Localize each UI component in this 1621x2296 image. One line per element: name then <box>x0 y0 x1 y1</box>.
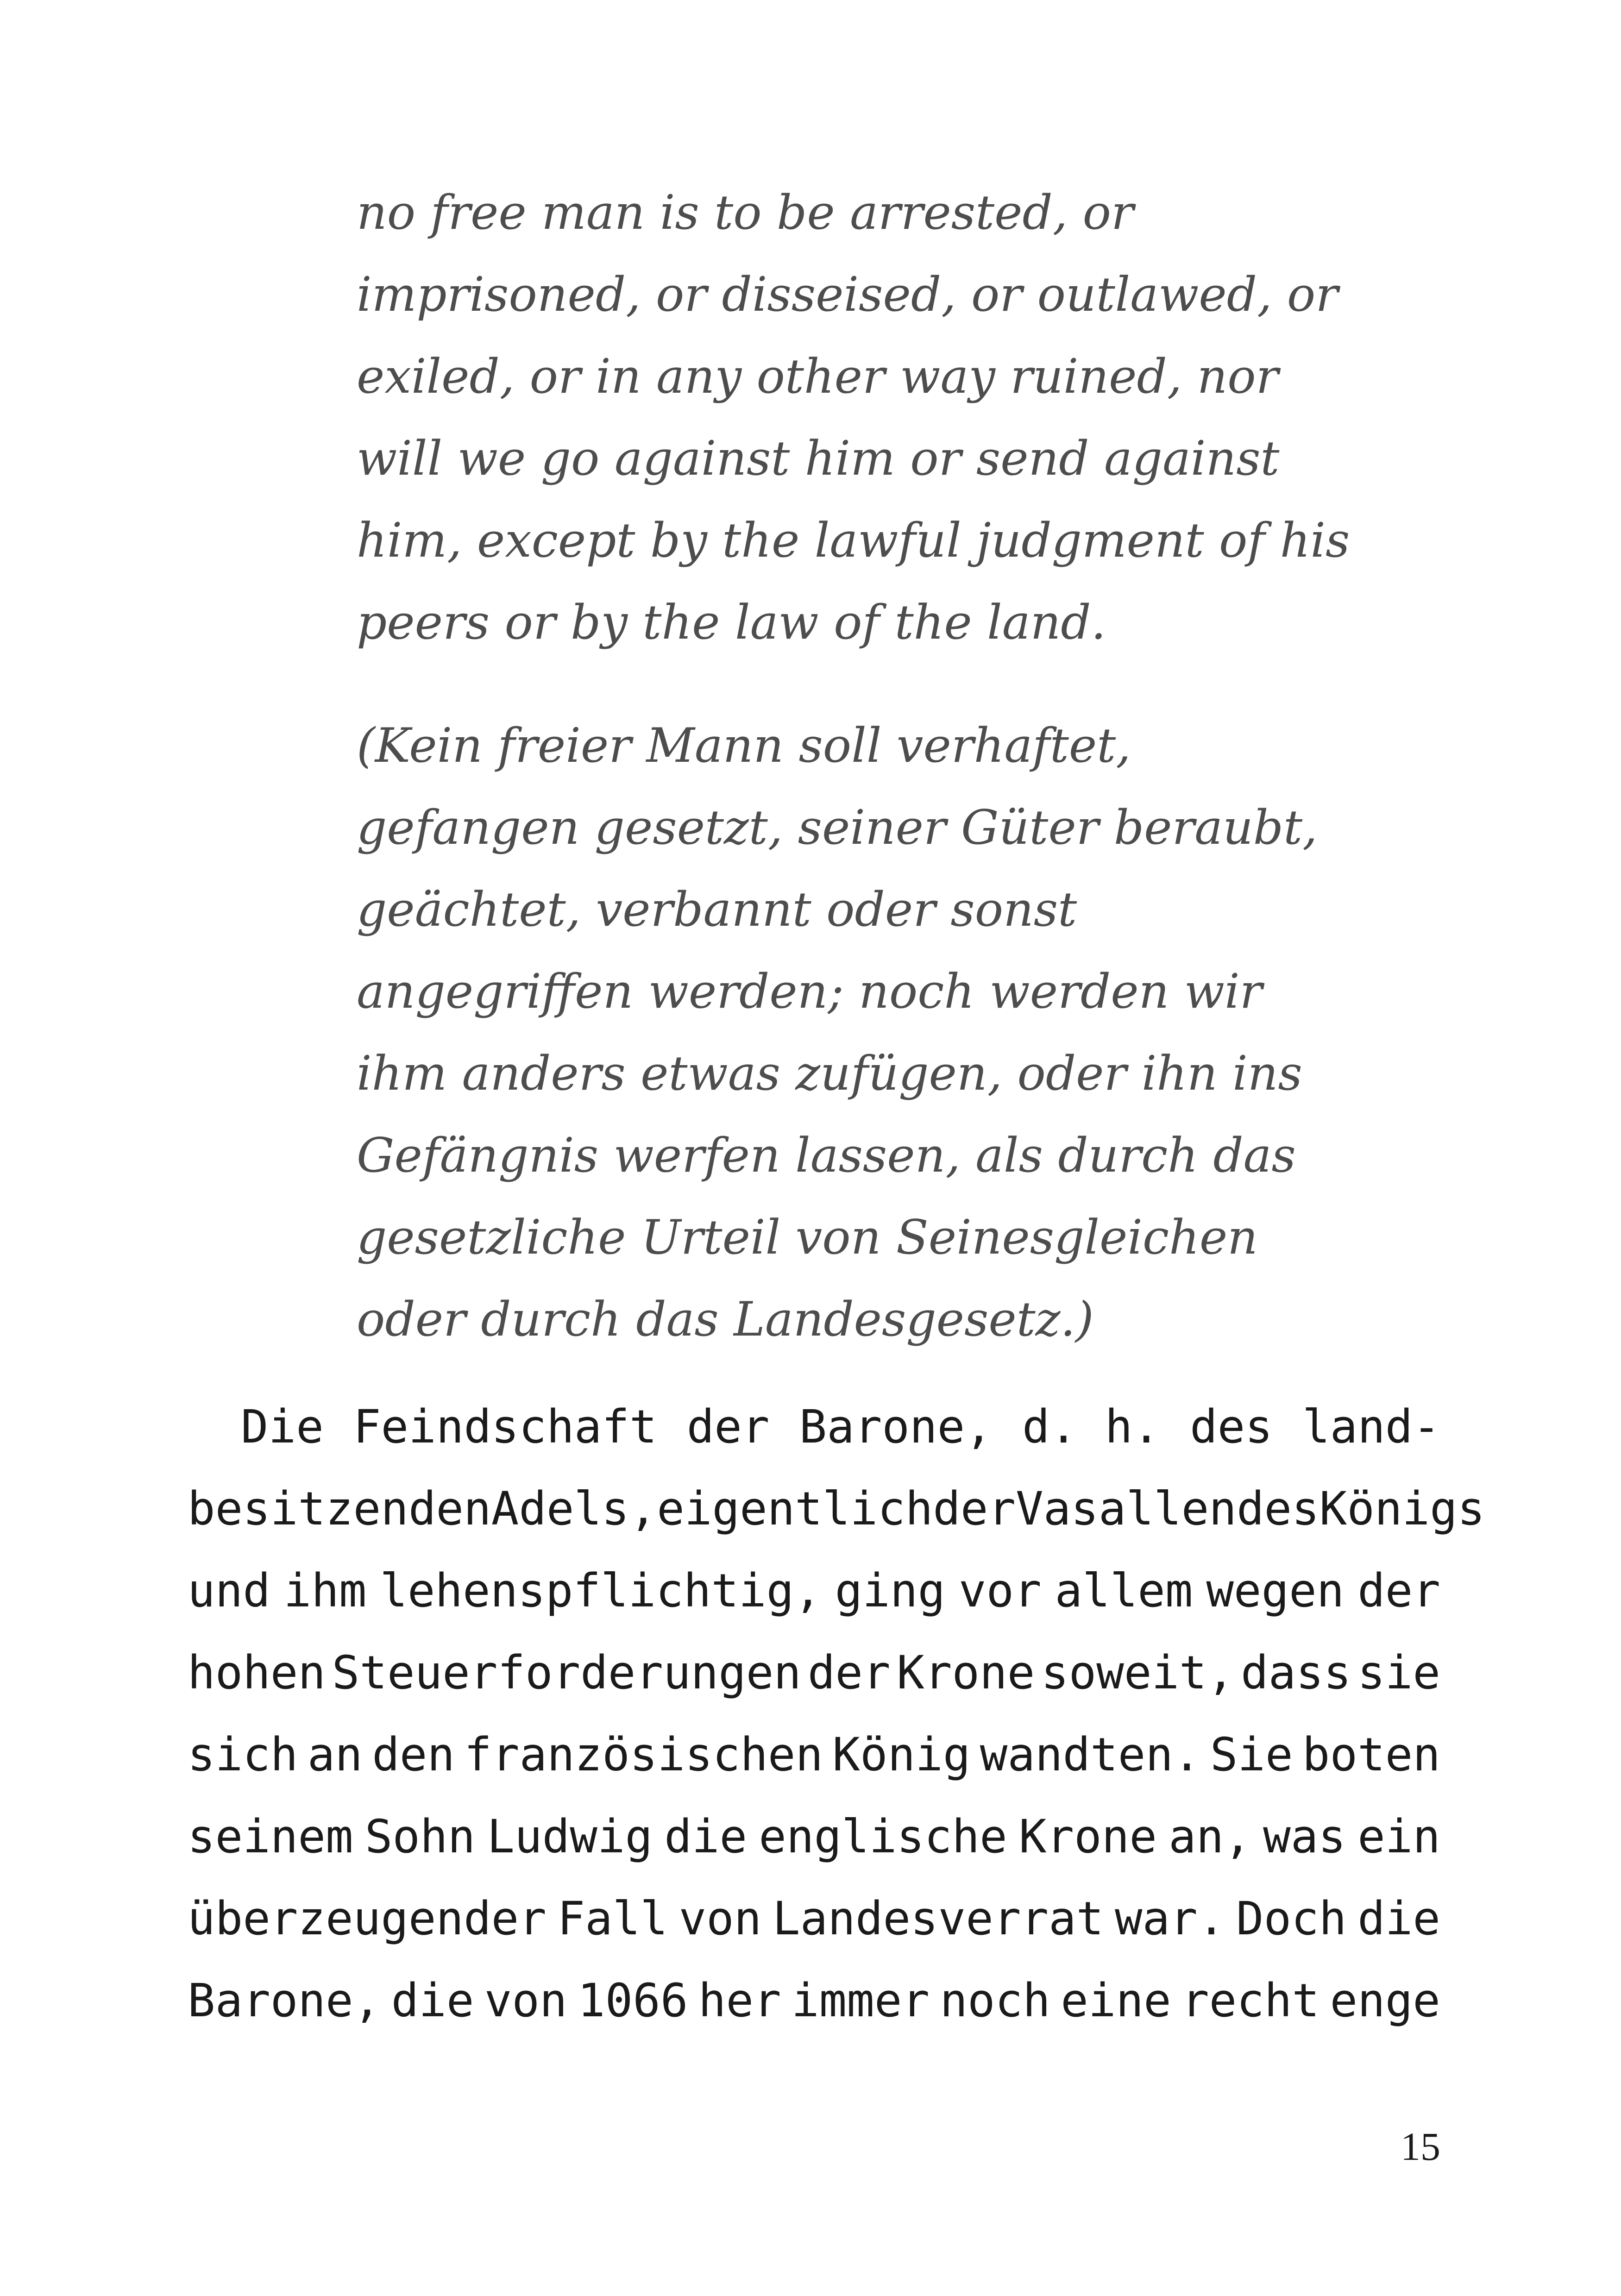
body-word: Fall <box>557 1892 668 1945</box>
body-line <box>188 1386 1440 1468</box>
body-word: des <box>1236 1482 1319 1536</box>
quote-line: gefangen gesetzt, seiner Güter beraubt, <box>357 800 1318 855</box>
body-word: immer <box>792 1974 930 2027</box>
body-word: besitzenden <box>188 1482 491 1536</box>
body-word: den <box>372 1728 455 1782</box>
quote-german <box>357 705 1477 1361</box>
quote-line: imprisoned, or disseised, or outlawed, or <box>357 267 1338 322</box>
body-word: seinem <box>188 1810 353 1863</box>
body-line <box>188 1632 1440 1714</box>
body-paragraph <box>188 1386 1485 2042</box>
body-line <box>188 1878 1440 1960</box>
body-line <box>188 1550 1440 1632</box>
quote-line: geächtet, verbannt oder sonst <box>357 882 1077 937</box>
body-word: wegen <box>1206 1564 1345 1618</box>
quote-english <box>357 172 1477 664</box>
body-word: eine <box>1061 1974 1171 2027</box>
body-line <box>188 1714 1440 1796</box>
body-word: lehenspflichtig, <box>380 1564 822 1618</box>
quote-line: ihm anders etwas zufügen, oder ihn ins <box>357 1046 1302 1101</box>
body-word: Königs <box>1319 1482 1485 1536</box>
quote-line: gesetzliche Urteil von Seinesgleichen <box>357 1210 1258 1265</box>
body-word: was <box>1263 1810 1346 1863</box>
body-word: Sohn <box>364 1810 476 1863</box>
body-word: von <box>484 1974 567 2027</box>
body-word: König <box>832 1728 971 1782</box>
body-word: Vasallen <box>1016 1482 1237 1536</box>
body-word: boten <box>1302 1728 1440 1782</box>
body-word: sie <box>1357 1646 1440 1700</box>
body-word: die <box>391 1974 474 2027</box>
body-word: Landesverrat <box>773 1892 1104 1945</box>
quote-line: Gefängnis werfen lassen, als durch das <box>357 1128 1296 1183</box>
quote-line: angegriffen werden; noch werden wir <box>357 964 1263 1019</box>
body-word: der <box>807 1646 891 1700</box>
quote-line: peers or by the law of the land. <box>357 595 1106 650</box>
body-word: Ludwig <box>487 1810 653 1863</box>
body-word: Doch <box>1236 1892 1347 1945</box>
body-word: Barone, <box>188 1974 381 2027</box>
body-word: Barone, <box>799 1400 993 1454</box>
body-line <box>188 1468 1485 1550</box>
body-word: des <box>1190 1400 1273 1454</box>
body-word: enge <box>1330 1974 1440 2027</box>
body-word: Krone <box>897 1646 1035 1700</box>
body-word: her <box>698 1974 781 2027</box>
body-word: ein <box>1357 1810 1440 1863</box>
body-word: englische <box>759 1810 1007 1863</box>
body-word: allem <box>1055 1564 1193 1618</box>
body-word: die <box>1357 1892 1440 1945</box>
body-word: ging <box>835 1564 946 1618</box>
page-number: 15 <box>1401 2124 1440 2169</box>
body-word: Feindschaft <box>353 1400 657 1454</box>
body-word: überzeugender <box>188 1892 547 1945</box>
body-word: an <box>307 1728 363 1782</box>
quote-line: (Kein freier Mann soll verhaftet, <box>357 718 1131 773</box>
quote-line: exiled, or in any other way ruined, nor <box>357 349 1279 404</box>
body-word: die <box>664 1810 748 1863</box>
body-line <box>188 1796 1440 1878</box>
body-word: dass <box>1241 1646 1351 1700</box>
body-word: ihm <box>283 1564 367 1618</box>
body-word: der <box>933 1482 1016 1536</box>
body-word: 1066 <box>578 1974 688 2027</box>
body-word: recht <box>1181 1974 1320 2027</box>
body-word: der <box>686 1400 770 1454</box>
quote-line: oder durch das Landesgesetz.) <box>357 1292 1094 1347</box>
body-word: französischen <box>464 1728 823 1782</box>
body-word: hohen <box>188 1646 326 1700</box>
body-word: sich <box>188 1728 298 1782</box>
body-word: noch <box>940 1974 1050 2027</box>
body-word: Steuerforderungen <box>332 1646 802 1700</box>
body-word: soweit, <box>1041 1646 1235 1700</box>
body-word: an, <box>1169 1810 1251 1863</box>
body-word: wandten. <box>980 1728 1201 1782</box>
body-word: Sie <box>1210 1728 1293 1782</box>
body-word: war. <box>1114 1892 1225 1945</box>
quote-line: will we go against him or send against <box>357 431 1280 486</box>
body-word: Adels, <box>491 1482 657 1536</box>
quote-line: him, except by the lawful judgment of his <box>357 513 1350 568</box>
body-word: von <box>679 1892 762 1945</box>
body-word: Krone <box>1018 1810 1157 1863</box>
body-word: der <box>1357 1564 1440 1618</box>
body-word: vor <box>958 1564 1042 1618</box>
body-word: d. h. <box>1022 1400 1160 1454</box>
body-word: land- <box>1302 1400 1440 1454</box>
body-word: Die <box>241 1400 324 1454</box>
body-word: und <box>188 1564 270 1618</box>
body-word: eigentlich <box>657 1482 933 1536</box>
quote-line: no free man is to be arrested, or <box>357 185 1134 240</box>
body-line <box>188 1960 1440 2042</box>
